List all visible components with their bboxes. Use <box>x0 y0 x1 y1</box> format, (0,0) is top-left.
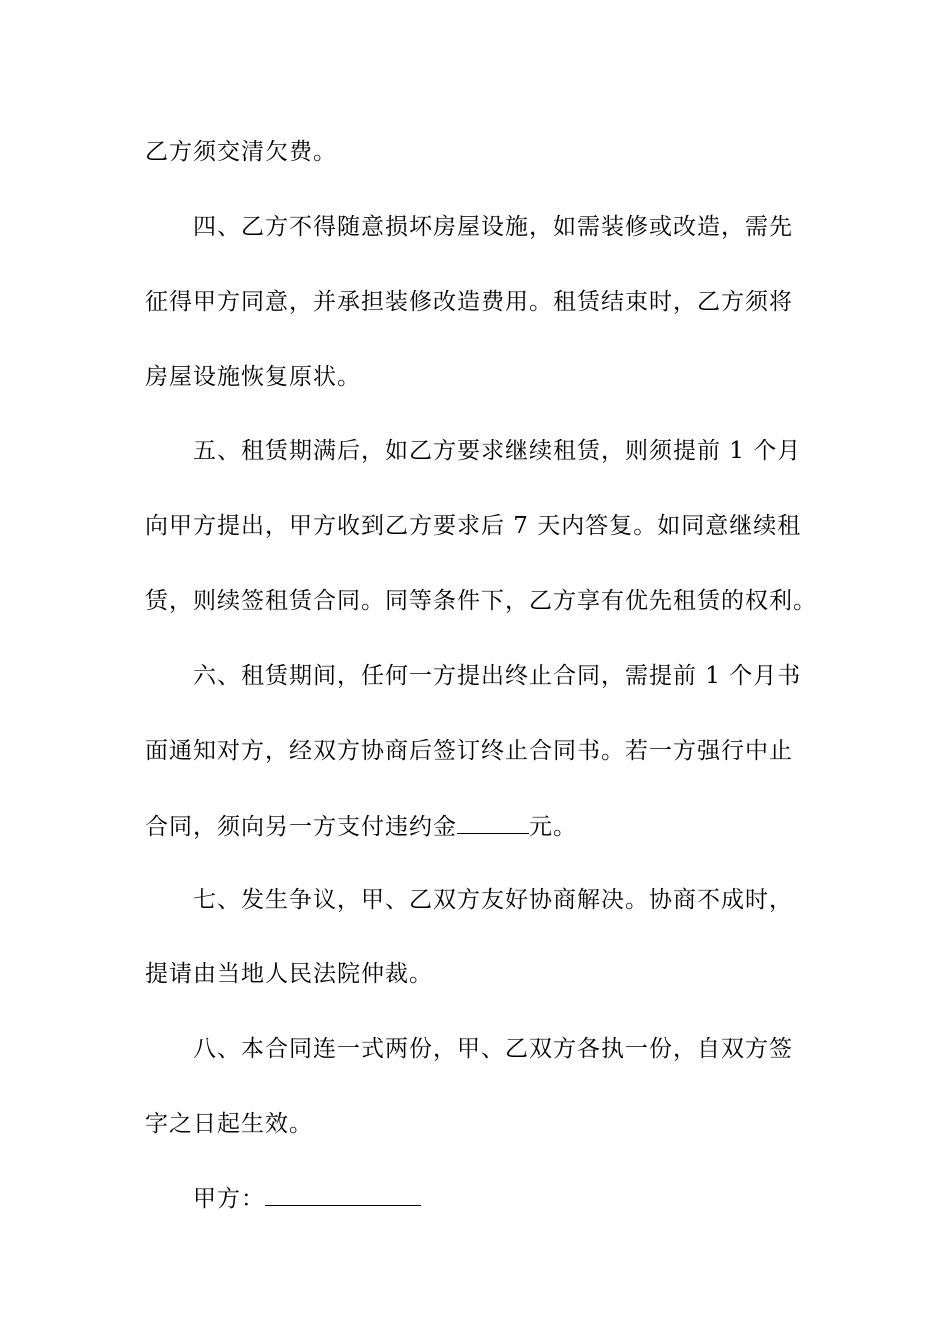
clause-six-line-2: 面通知对方，经双方协商后签订终止合同书。若一方强行中止 <box>145 738 793 764</box>
paragraph-line: 乙方须交清欠费。 <box>145 139 337 165</box>
clause-four-line-3: 房屋设施恢复原状。 <box>145 364 361 390</box>
clause-five-line-2: 向甲方提出，甲方收到乙方要求后 7 天内答复。如同意继续租 <box>145 513 802 539</box>
clause-six-line-3 <box>145 811 825 842</box>
penalty-amount-blank[interactable] <box>457 811 529 834</box>
party-a-name-blank[interactable] <box>265 1183 421 1206</box>
party-a-label: 甲方： <box>193 1186 265 1212</box>
clause-seven-line-1: 七、发生争议，甲、乙双方友好协商解决。协商不成时， <box>193 887 793 913</box>
clause-five-line-3: 赁，则续签租赁合同。同等条件下，乙方享有优先租赁的权利。 <box>145 588 817 614</box>
clause-four-line-2: 征得甲方同意，并承担装修改造费用。租赁结束时，乙方须将 <box>145 289 793 315</box>
clause-eight-line-2: 字之日起生效。 <box>145 1111 313 1137</box>
clause-five-line-1: 五、租赁期满后，如乙方要求继续租赁，则须提前 1 个月 <box>193 438 802 464</box>
penalty-unit: 元。 <box>529 814 577 840</box>
clause-six-line-1: 六、租赁期间，任何一方提出终止合同，需提前 1 个月书 <box>193 663 802 689</box>
clause-four-line-1: 四、乙方不得随意损坏房屋设施，如需装修或改造，需先 <box>193 214 793 240</box>
clause-seven-line-2: 提请由当地人民法院仲裁。 <box>145 961 433 987</box>
party-a-signature <box>193 1183 825 1214</box>
penalty-text: 合同，须向另一方支付违约金 <box>145 814 457 840</box>
clause-eight-line-1: 八、本合同连一式两份，甲、乙双方各执一份，自双方签 <box>193 1036 793 1062</box>
